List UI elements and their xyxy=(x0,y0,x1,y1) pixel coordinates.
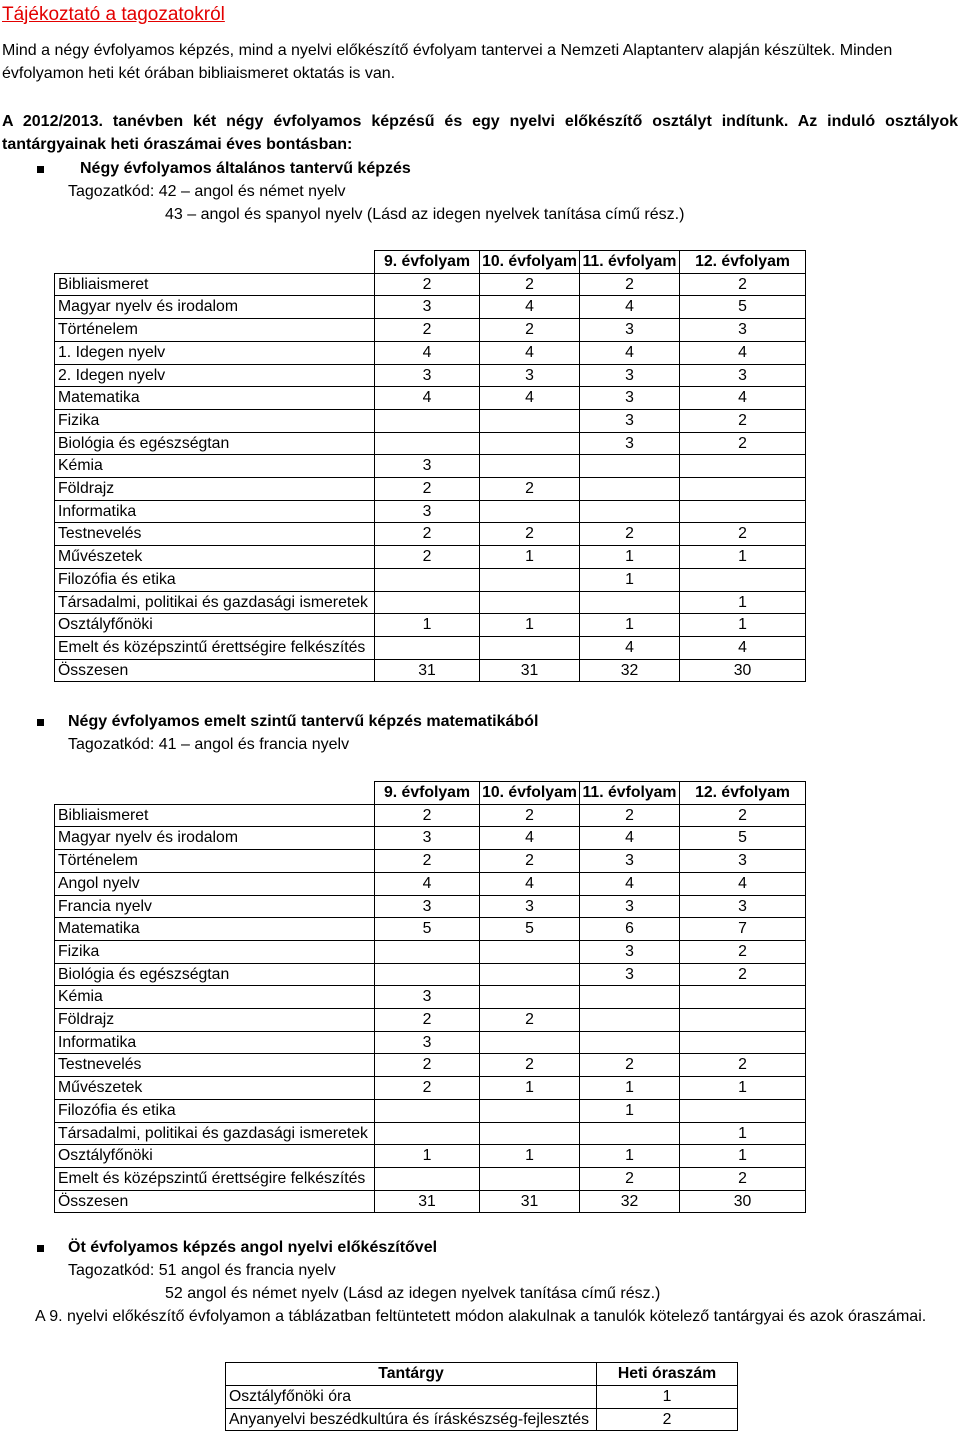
hours-cell xyxy=(480,963,580,986)
announcement-text: A 2012/2013. tanévben két négy évfolyamos képzésű és egy nyelvi előkészítő osztályt indítunk. Az induló osztályok tantárgyainak heti óraszámai éves bontásban: xyxy=(2,113,958,153)
section3-heading xyxy=(68,1237,437,1260)
table-row xyxy=(55,636,806,659)
table-row xyxy=(55,940,806,963)
subject-cell: Filozófia és etika xyxy=(55,568,375,591)
subject-cell: 2. Idegen nyelv xyxy=(55,364,375,387)
hours-cell: 1 xyxy=(580,1099,680,1122)
hours-cell: 4 xyxy=(480,341,580,364)
subject-cell: Biológia és egészségtan xyxy=(55,963,375,986)
hours-cell xyxy=(480,432,580,455)
table-row xyxy=(55,591,806,614)
hours-cell: 1 xyxy=(580,568,680,591)
table-row xyxy=(55,872,806,895)
grade-header: 12. évfolyam xyxy=(680,251,806,274)
subject-cell: 1. Idegen nyelv xyxy=(55,341,375,364)
subject-cell: Testnevelés xyxy=(55,523,375,546)
hours-cell: 3 xyxy=(375,895,480,918)
table-row xyxy=(55,614,806,637)
hours-cell: 31 xyxy=(375,659,480,682)
hours-cell: 1 xyxy=(480,1077,580,1100)
table-row xyxy=(55,850,806,873)
hours-cell: 1 xyxy=(680,1122,806,1145)
hours-cell: 5 xyxy=(680,296,806,319)
hours-cell: 3 xyxy=(680,319,806,342)
subject-cell: Fizika xyxy=(55,409,375,432)
table-row xyxy=(226,1408,738,1431)
hours-cell: 2 xyxy=(580,523,680,546)
hours-cell: 2 xyxy=(580,804,680,827)
hours-cell: 2 xyxy=(597,1408,738,1431)
hours-cell: 3 xyxy=(375,827,480,850)
table-row xyxy=(55,500,806,523)
table-row xyxy=(55,409,806,432)
hours-cell: 2 xyxy=(680,940,806,963)
subject-cell: Filozófia és etika xyxy=(55,1099,375,1122)
hours-cell xyxy=(480,409,580,432)
hours-cell: 2 xyxy=(375,523,480,546)
table-row xyxy=(55,341,806,364)
hours-cell xyxy=(375,1122,480,1145)
hours-cell xyxy=(375,1099,480,1122)
table-header-row xyxy=(55,251,806,274)
hours-cell: 2 xyxy=(480,1054,580,1077)
schedule-table-2 xyxy=(54,781,806,1213)
hours-cell: 4 xyxy=(480,296,580,319)
header-blank-cell xyxy=(55,782,375,805)
hours-cell xyxy=(480,568,580,591)
subject-cell: Kémia xyxy=(55,986,375,1009)
hours-cell: 30 xyxy=(680,659,806,682)
hours-cell xyxy=(480,1031,580,1054)
hours-cell: 2 xyxy=(480,319,580,342)
section1-heading-text: Négy évfolyamos általános tantervű képzés xyxy=(80,160,411,177)
schedule-table-1 xyxy=(54,250,806,682)
hours-cell xyxy=(580,1122,680,1145)
hours-cell: 1 xyxy=(375,614,480,637)
subject-cell: Testnevelés xyxy=(55,1054,375,1077)
section2-heading xyxy=(68,711,538,734)
section3-code-line2: 52 angol és német nyelv (Lásd az idegen nyelvek tanítása című rész.) xyxy=(165,1285,661,1302)
hours-cell: 4 xyxy=(580,636,680,659)
hours-cell: 4 xyxy=(375,387,480,410)
subject-cell: Osztályfőnöki xyxy=(55,614,375,637)
hours-cell: 4 xyxy=(480,827,580,850)
hours-cell: 3 xyxy=(580,432,680,455)
subject-cell: Bibliaismeret xyxy=(55,273,375,296)
subject-cell: Matematika xyxy=(55,387,375,410)
grade-header: 9. évfolyam xyxy=(375,251,480,274)
hours-cell: 3 xyxy=(375,1031,480,1054)
grade-header: 11. évfolyam xyxy=(580,251,680,274)
hours-cell xyxy=(375,963,480,986)
hours-cell: 2 xyxy=(680,963,806,986)
table-row xyxy=(55,546,806,569)
hours-cell: 1 xyxy=(580,1145,680,1168)
subject-cell: Társadalmi, politikai és gazdasági ismeretek xyxy=(55,1122,375,1145)
table-row xyxy=(55,659,806,682)
table-row xyxy=(55,387,806,410)
hours-cell: 2 xyxy=(680,409,806,432)
table-row xyxy=(55,568,806,591)
table-row xyxy=(55,827,806,850)
hours-cell: 2 xyxy=(680,804,806,827)
hours-cell xyxy=(580,455,680,478)
subject-cell: Emelt és középszintű érettségire felkészítés xyxy=(55,636,375,659)
hours-cell: 4 xyxy=(680,387,806,410)
hours-cell: 2 xyxy=(375,546,480,569)
hours-cell xyxy=(680,568,806,591)
table-row xyxy=(55,364,806,387)
subject-cell: Matematika xyxy=(55,918,375,941)
hours-cell: 2 xyxy=(375,804,480,827)
hours-cell: 3 xyxy=(580,850,680,873)
hours-cell: 3 xyxy=(580,940,680,963)
subject-cell: Biológia és egészségtan xyxy=(55,432,375,455)
bullet-square-icon xyxy=(37,1245,44,1252)
header-hours: Heti óraszám xyxy=(597,1363,738,1386)
section3-heading-text: Öt évfolyamos képzés angol nyelvi előkészítővel xyxy=(68,1239,438,1256)
table-row xyxy=(55,1009,806,1032)
hours-cell xyxy=(480,500,580,523)
hours-cell: 31 xyxy=(480,659,580,682)
hours-cell xyxy=(580,478,680,501)
hours-cell xyxy=(375,568,480,591)
grade-header: 11. évfolyam xyxy=(580,782,680,805)
hours-cell: 3 xyxy=(680,850,806,873)
hours-cell: 4 xyxy=(680,872,806,895)
hours-cell: 4 xyxy=(480,387,580,410)
hours-cell: 2 xyxy=(480,850,580,873)
hours-cell: 2 xyxy=(480,523,580,546)
hours-cell xyxy=(375,636,480,659)
hours-cell: 5 xyxy=(680,827,806,850)
announcement-paragraph xyxy=(2,111,958,156)
hours-cell: 1 xyxy=(680,614,806,637)
hours-cell: 2 xyxy=(580,1054,680,1077)
hours-cell: 2 xyxy=(375,273,480,296)
hours-cell: 2 xyxy=(480,1009,580,1032)
hours-cell xyxy=(680,500,806,523)
hours-cell xyxy=(480,1099,580,1122)
table-row xyxy=(55,273,806,296)
subject-cell: Osztályfőnöki xyxy=(55,1145,375,1168)
hours-cell: 5 xyxy=(375,918,480,941)
subject-cell: Informatika xyxy=(55,1031,375,1054)
hours-cell: 32 xyxy=(580,1190,680,1213)
table-row xyxy=(55,296,806,319)
hours-cell xyxy=(680,986,806,1009)
hours-cell: 2 xyxy=(480,273,580,296)
table-row xyxy=(55,1122,806,1145)
hours-cell xyxy=(680,1099,806,1122)
hours-cell: 3 xyxy=(480,895,580,918)
hours-cell xyxy=(480,1167,580,1190)
table-row xyxy=(55,918,806,941)
hours-cell: 31 xyxy=(375,1190,480,1213)
hours-cell: 3 xyxy=(480,364,580,387)
hours-cell: 3 xyxy=(680,895,806,918)
subject-cell: Magyar nyelv és irodalom xyxy=(55,296,375,319)
hours-cell: 2 xyxy=(375,1054,480,1077)
hours-cell: 1 xyxy=(680,1145,806,1168)
table-row xyxy=(55,432,806,455)
table-row xyxy=(55,1190,806,1213)
subject-cell: Anyanyelvi beszédkultúra és íráskészség-fejlesztés xyxy=(226,1408,597,1431)
table-row xyxy=(55,1145,806,1168)
subject-cell: Társadalmi, politikai és gazdasági ismeretek xyxy=(55,591,375,614)
hours-cell xyxy=(480,591,580,614)
hours-cell: 3 xyxy=(375,500,480,523)
hours-cell xyxy=(680,1031,806,1054)
table-row xyxy=(55,804,806,827)
hours-cell: 3 xyxy=(375,296,480,319)
hours-cell xyxy=(375,940,480,963)
hours-cell: 2 xyxy=(680,273,806,296)
hours-cell: 30 xyxy=(680,1190,806,1213)
hours-cell: 2 xyxy=(680,523,806,546)
hours-cell: 3 xyxy=(375,455,480,478)
subject-cell: Földrajz xyxy=(55,1009,375,1032)
hours-cell: 2 xyxy=(580,273,680,296)
hours-cell: 4 xyxy=(680,341,806,364)
table-header-row xyxy=(55,782,806,805)
section1-code-line1: Tagozatkód: 42 – angol és német nyelv xyxy=(68,183,346,200)
subject-cell: Osztályfőnöki óra xyxy=(226,1385,597,1408)
hours-cell xyxy=(580,1009,680,1032)
hours-cell: 1 xyxy=(680,1077,806,1100)
hours-cell: 3 xyxy=(580,895,680,918)
section1-code-line2: 43 – angol és spanyol nyelv (Lásd az idegen nyelvek tanítása című rész.) xyxy=(165,206,685,223)
hours-cell: 3 xyxy=(580,364,680,387)
subject-cell: Francia nyelv xyxy=(55,895,375,918)
table-row xyxy=(55,1054,806,1077)
section3-code-line1: Tagozatkód: 51 angol és francia nyelv xyxy=(68,1262,336,1279)
hours-cell: 2 xyxy=(680,432,806,455)
subject-cell: Művészetek xyxy=(55,1077,375,1100)
table-row xyxy=(55,455,806,478)
subject-cell: Művészetek xyxy=(55,546,375,569)
section2-code-line1: Tagozatkód: 41 – angol és francia nyelv xyxy=(68,736,350,753)
subject-cell: Földrajz xyxy=(55,478,375,501)
hours-cell: 3 xyxy=(580,963,680,986)
hours-cell: 2 xyxy=(580,1167,680,1190)
preparatory-year-table xyxy=(225,1362,738,1431)
table-row xyxy=(55,1031,806,1054)
hours-cell xyxy=(375,591,480,614)
hours-cell: 3 xyxy=(580,409,680,432)
table-row xyxy=(55,895,806,918)
hours-cell: 1 xyxy=(680,591,806,614)
table-row xyxy=(55,1077,806,1100)
subject-cell: Informatika xyxy=(55,500,375,523)
hours-cell: 31 xyxy=(480,1190,580,1213)
header-blank-cell xyxy=(55,251,375,274)
table-row xyxy=(55,986,806,1009)
hours-cell xyxy=(480,636,580,659)
hours-cell: 3 xyxy=(580,387,680,410)
hours-cell: 1 xyxy=(580,614,680,637)
hours-cell xyxy=(580,591,680,614)
table-row xyxy=(55,319,806,342)
subject-cell: Angol nyelv xyxy=(55,872,375,895)
hours-cell: 1 xyxy=(480,546,580,569)
hours-cell: 2 xyxy=(680,1167,806,1190)
hours-cell: 2 xyxy=(480,478,580,501)
hours-cell xyxy=(480,455,580,478)
subject-cell: Magyar nyelv és irodalom xyxy=(55,827,375,850)
hours-cell: 4 xyxy=(375,341,480,364)
hours-cell: 2 xyxy=(375,319,480,342)
hours-cell: 4 xyxy=(680,636,806,659)
hours-cell xyxy=(680,478,806,501)
table-header-row xyxy=(226,1363,738,1386)
table-row xyxy=(226,1385,738,1408)
hours-cell: 1 xyxy=(375,1145,480,1168)
table-row xyxy=(55,1099,806,1122)
table-row xyxy=(55,963,806,986)
header-subject: Tantárgy xyxy=(226,1363,597,1386)
grade-header: 10. évfolyam xyxy=(480,782,580,805)
hours-cell: 4 xyxy=(480,872,580,895)
hours-cell: 5 xyxy=(480,918,580,941)
hours-cell: 2 xyxy=(480,804,580,827)
hours-cell: 1 xyxy=(580,1077,680,1100)
section3-note: A 9. nyelvi előkészítő évfolyamon a táblázatban feltüntetett módon alakulnak a tanulók kötelező tantárgyai és azok óraszámai. xyxy=(35,1308,927,1325)
hours-cell: 1 xyxy=(480,1145,580,1168)
hours-cell xyxy=(580,986,680,1009)
hours-cell: 2 xyxy=(375,1077,480,1100)
intro-paragraph: Mind a négy évfolyamos képzés, mind a nyelvi előkészítő évfolyam tantervei a Nemzeti Alaptanterv alapján készültek. Minden évfolyamon heti két órában bibliaismeret oktatás is van. xyxy=(2,42,893,82)
grade-header: 9. évfolyam xyxy=(375,782,480,805)
section2-heading-text: Négy évfolyamos emelt szintű tantervű képzés matematikából xyxy=(68,713,539,730)
hours-cell: 2 xyxy=(375,478,480,501)
hours-cell: 7 xyxy=(680,918,806,941)
hours-cell: 1 xyxy=(597,1385,738,1408)
grade-header: 12. évfolyam xyxy=(680,782,806,805)
hours-cell xyxy=(580,1031,680,1054)
hours-cell xyxy=(480,1122,580,1145)
hours-cell: 2 xyxy=(680,1054,806,1077)
table-row xyxy=(55,478,806,501)
hours-cell xyxy=(480,986,580,1009)
subject-cell: Összesen xyxy=(55,1190,375,1213)
table-row xyxy=(55,1167,806,1190)
hours-cell: 2 xyxy=(375,850,480,873)
subject-cell: Összesen xyxy=(55,659,375,682)
subject-cell: Bibliaismeret xyxy=(55,804,375,827)
hours-cell xyxy=(680,1009,806,1032)
bullet-square-icon xyxy=(37,166,44,173)
hours-cell: 3 xyxy=(580,319,680,342)
subject-cell: Történelem xyxy=(55,319,375,342)
subject-cell: Fizika xyxy=(55,940,375,963)
section1-heading xyxy=(80,158,411,181)
hours-cell: 3 xyxy=(375,364,480,387)
subject-cell: Történelem xyxy=(55,850,375,873)
subject-cell: Kémia xyxy=(55,455,375,478)
hours-cell: 2 xyxy=(375,1009,480,1032)
hours-cell xyxy=(480,940,580,963)
hours-cell xyxy=(375,1167,480,1190)
hours-cell: 4 xyxy=(580,341,680,364)
hours-cell: 4 xyxy=(375,872,480,895)
hours-cell: 3 xyxy=(680,364,806,387)
hours-cell: 4 xyxy=(580,872,680,895)
page-title: Tájékoztató a tagozatokról xyxy=(2,4,225,25)
hours-cell: 3 xyxy=(375,986,480,1009)
hours-cell xyxy=(375,409,480,432)
hours-cell: 1 xyxy=(480,614,580,637)
hours-cell: 4 xyxy=(580,827,680,850)
subject-cell: Emelt és középszintű érettségire felkészítés xyxy=(55,1167,375,1190)
hours-cell: 1 xyxy=(580,546,680,569)
hours-cell xyxy=(375,432,480,455)
hours-cell xyxy=(580,500,680,523)
hours-cell: 4 xyxy=(580,296,680,319)
bullet-square-icon xyxy=(37,719,44,726)
hours-cell xyxy=(680,455,806,478)
hours-cell: 32 xyxy=(580,659,680,682)
grade-header: 10. évfolyam xyxy=(480,251,580,274)
hours-cell: 6 xyxy=(580,918,680,941)
table-row xyxy=(55,523,806,546)
hours-cell: 1 xyxy=(680,546,806,569)
